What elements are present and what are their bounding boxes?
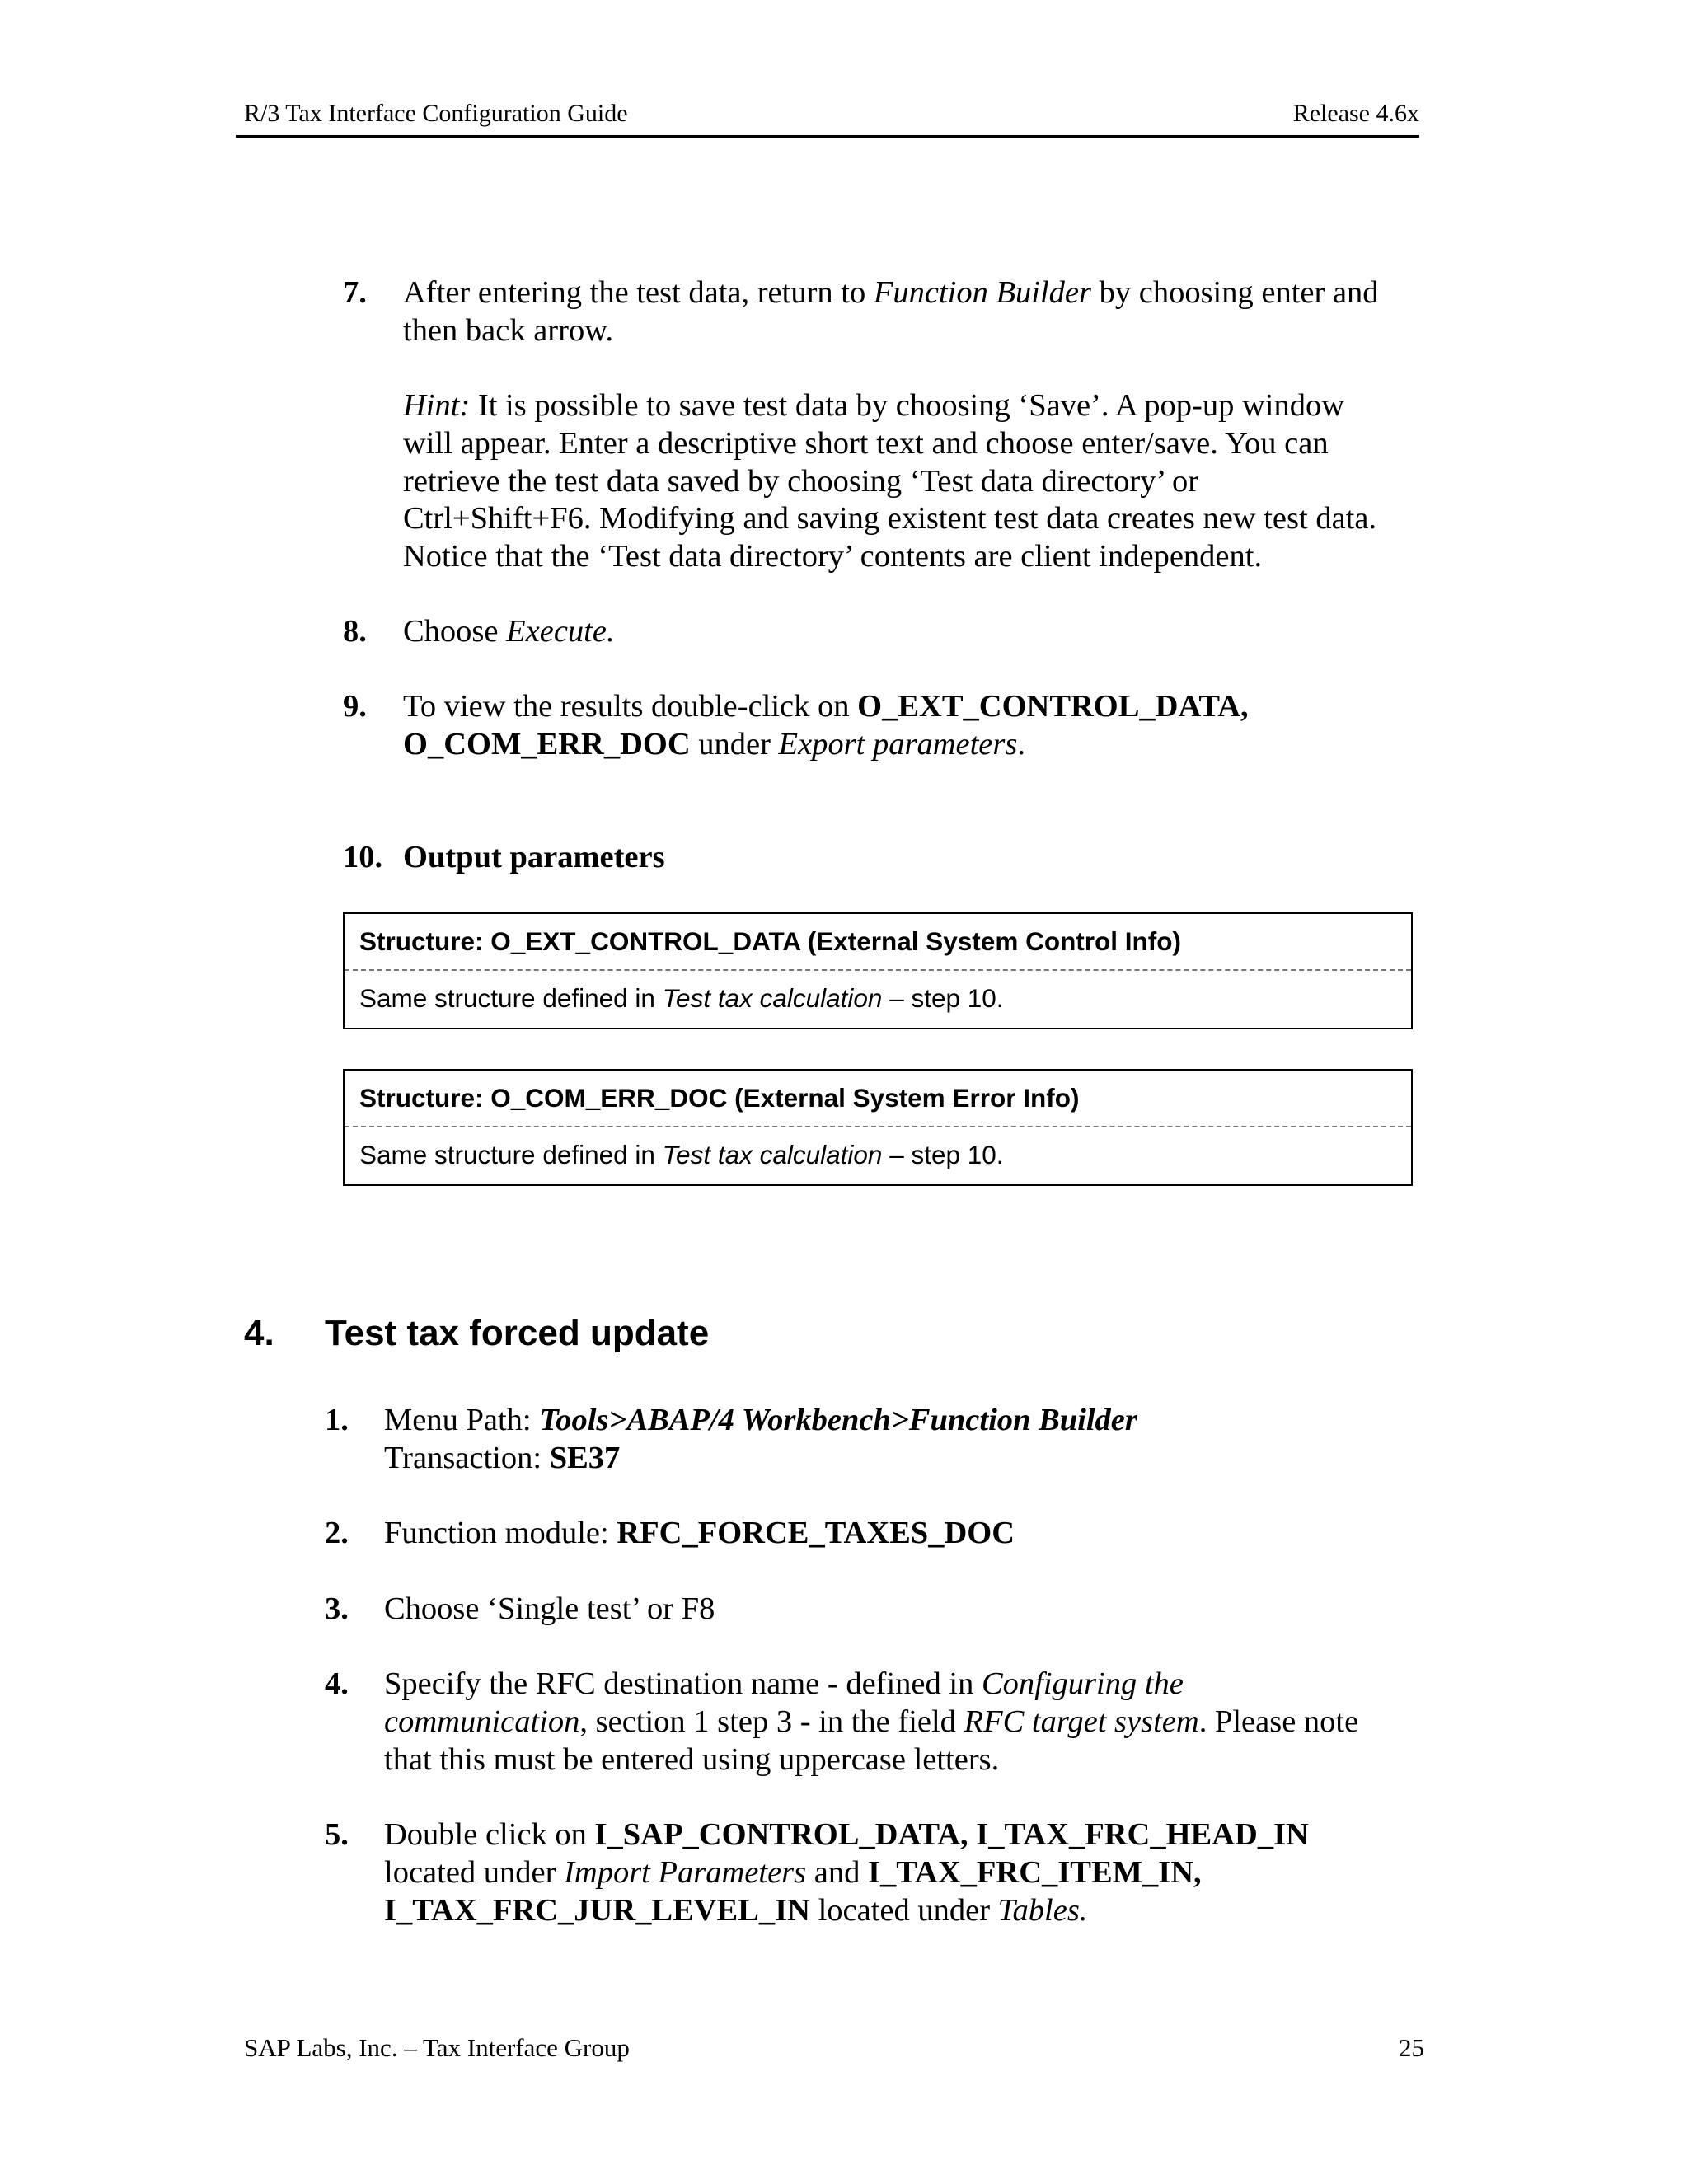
step-b2-number: 2.	[325, 1516, 349, 1550]
structure-box-ext-control	[343, 912, 1413, 1029]
structure-desc: Same structure defined in Test tax calculation – step 10.	[359, 1140, 1004, 1169]
structure-title: Structure: O_EXT_CONTROL_DATA (External System Control Info)	[345, 914, 1411, 971]
hint-line-1: Hint: It is possible to save test data by choosing ‘Save’. A pop-up window	[403, 388, 1345, 423]
step-10-number: 10.	[343, 840, 383, 874]
step-9-line-2: O_COM_ERR_DOC under Export parameters.	[403, 727, 1025, 762]
step-b5-line-1: Double click on I_SAP_CONTROL_DATA, I_TAX_FRC_HEAD_IN	[384, 1817, 1309, 1852]
hint-label: Hint:	[403, 388, 471, 423]
step-b2-text: Function module: RFC_FORCE_TAXES_DOC	[384, 1516, 1015, 1550]
function-module-name: RFC_FORCE_TAXES_DOC	[617, 1516, 1015, 1550]
step-10-label: Output parameters	[403, 840, 665, 874]
menu-path: Tools>ABAP/4 Workbench>Function Builder	[539, 1403, 1137, 1437]
section-number: 4.	[244, 1313, 274, 1353]
step-b1-number: 1.	[325, 1403, 349, 1437]
transaction-code: SE37	[549, 1441, 621, 1475]
step-7-line-2: then back arrow.	[403, 313, 614, 348]
step-b1-line-2: Transaction: SE37	[384, 1441, 621, 1475]
step-b5-line-2: located under Import Parameters and I_TAX_FRC_ITEM_IN,	[384, 1855, 1202, 1890]
step-b3-text: Choose ‘Single test’ or F8	[384, 1591, 715, 1626]
function-builder-ref: Function Builder	[873, 275, 1091, 310]
page-number: 25	[1399, 2033, 1424, 2062]
step-b4-line-3: that this must be entered using uppercase letters.	[384, 1742, 1000, 1777]
structure-title: Structure: O_COM_ERR_DOC (External System Error Info)	[345, 1071, 1411, 1127]
step-9-number: 9.	[343, 689, 367, 724]
step-7-line-1: After entering the test data, return to Function Builder by choosing enter and	[403, 275, 1379, 310]
step-b4-line-1: Specify the RFC destination name - defined in Configuring the	[384, 1666, 1184, 1701]
structure-box-com-err	[343, 1069, 1413, 1186]
footer-left: SAP Labs, Inc. – Tax Interface Group	[244, 2033, 630, 2062]
step-8-number: 8.	[343, 614, 367, 649]
structure-desc: Same structure defined in Test tax calculation – step 10.	[359, 983, 1004, 1013]
step-b3-number: 3.	[325, 1591, 349, 1626]
step-9-line-1: To view the results double-click on O_EXT_CONTROL_DATA,	[403, 689, 1249, 724]
section-title: Test tax forced update	[325, 1313, 710, 1353]
hint-line-2: will appear. Enter a descriptive short text and choose enter/save. You can	[403, 426, 1329, 461]
step-b4-number: 4.	[325, 1666, 349, 1701]
hint-line-4: Ctrl+Shift+F6. Modifying and saving existent test data creates new test data.	[403, 501, 1377, 536]
header-rule	[236, 135, 1419, 138]
hint-line-3: retrieve the test data saved by choosing ‘Test data directory’ or	[403, 464, 1199, 499]
step-b4-line-2: communication, section 1 step 3 - in the field RFC target system. Please note	[384, 1704, 1359, 1739]
step-b5-number: 5.	[325, 1817, 349, 1852]
step-b5-line-3: I_TAX_FRC_JUR_LEVEL_IN located under Tables.	[384, 1893, 1088, 1928]
step-7-number: 7.	[343, 275, 367, 310]
hint-line-5: Notice that the ‘Test data directory’ contents are client independent.	[403, 539, 1263, 574]
step-b1-line-1: Menu Path: Tools>ABAP/4 Workbench>Function Builder	[384, 1403, 1137, 1437]
header-title: R/3 Tax Interface Configuration Guide	[244, 100, 628, 127]
header-release: Release 4.6x	[1292, 100, 1419, 127]
step-8-text: Choose Execute.	[403, 614, 615, 649]
